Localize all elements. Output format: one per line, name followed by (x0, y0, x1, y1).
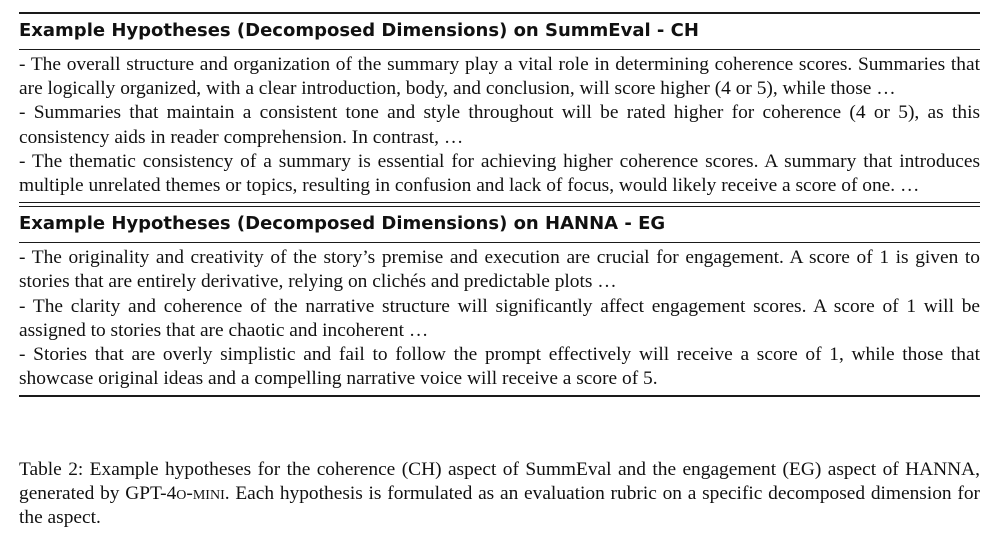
hypotheses-table (19, 12, 980, 397)
bottom-rule (19, 395, 980, 397)
hypothesis-item: - Summaries that maintain a consistent tone and style throughout will be rated higher for coherence (4 or 5), as this consistency aids in reader comprehension. In contrast, … (19, 102, 980, 148)
caption-text: Table 2: Example hypotheses for the coherence (CH) aspect of SummEval and the engagement (EG) aspect of HANNA, generated by (19, 459, 980, 504)
summeval-hypotheses (19, 50, 980, 202)
hypothesis-item: - The overall structure and organization of the summary play a vital role in determining coherence scores. Summaries that are logically organized, with a clear introduction, body, and conclusion, will score higher (4 or 5), while those … (19, 54, 980, 100)
hypothesis-item: - Stories that are overly simplistic and fail to follow the prompt effectively will receive a score of 1, while those that showcase original ideas and a compelling narrative voice will receive a score of 5. (19, 344, 980, 390)
model-name-prefix: GPT-4 (125, 483, 177, 504)
hanna-hypotheses (19, 243, 980, 395)
section-heading-summeval: Example Hypotheses (Decomposed Dimensions) on SummEval - CH (19, 20, 699, 41)
section-heading-hanna: Example Hypotheses (Decomposed Dimensions) on HANNA - EG (19, 213, 666, 235)
model-name-smallcaps: o-mini (176, 483, 225, 504)
caption-text-end: . Each hypothesis is formulated as an evaluation rubric on a specific decomposed dimension for the aspect. (19, 483, 980, 528)
hypothesis-item: - The thematic consistency of a summary is essential for achieving higher coherence scores. A summary that introduces multiple unrelated themes or topics, resulting in confusion and lack of focus, would likely receive a score of one. … (19, 150, 980, 197)
hypothesis-item: - The clarity and coherence of the narrative structure will significantly affect engagement scores. A score of 1 will be assigned to stories that are chaotic and incoherent … (19, 295, 980, 341)
hypothesis-item: - The originality and creativity of the story’s premise and execution are crucial for engagement. A score of 1 is given to stories that are entirely derivative, relying on clichés and predictable plots … (19, 247, 980, 293)
model-name (125, 483, 224, 504)
table-caption (19, 458, 980, 530)
